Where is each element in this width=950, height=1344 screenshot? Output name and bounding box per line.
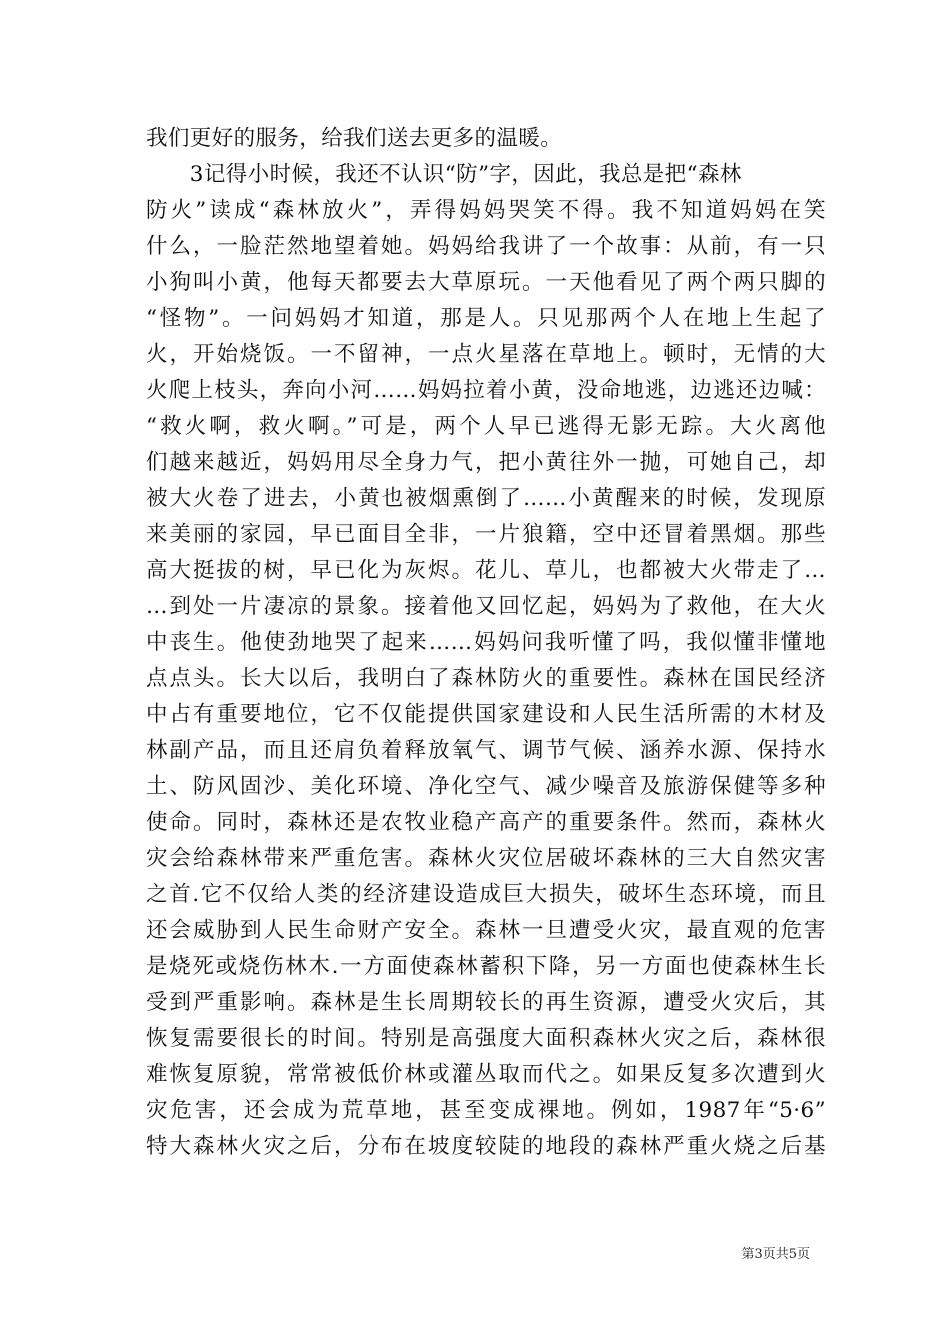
text-line: 中丧生。他使劲地哭了起来……妈妈问我听懂了吗，我似懂非懂地 — [146, 630, 826, 655]
text-line: 点点头。长大以后，我明白了森林防火的重要性。森林在国民经济 — [146, 666, 826, 691]
text-line: 被大火卷了进去，小黄也被烟熏倒了……小黄醒来的时候，发现原 — [146, 486, 826, 511]
text-line: 是烧死或烧伤林木.一方面使森林蓄积下降，另一方面也使森林生长 — [146, 954, 826, 979]
text-line: 土、防风固沙、美化环境、净化空气、减少噪音及旅游保健等多种 — [146, 774, 826, 799]
text-line: 高大挺拔的树，早已化为灰烬。花儿、草儿，也都被大火带走了… — [146, 558, 826, 583]
text-line: 来美丽的家园，早已面目全非，一片狼籍，空中还冒着黑烟。那些 — [146, 522, 826, 547]
text-line: 我们更好的服务，给我们送去更多的温暖。 — [146, 126, 563, 151]
text-line: 火爬上枝头，奔向小河……妈妈拉着小黄，没命地逃，边逃还边喊： — [146, 378, 826, 403]
text-line: 3记得小时候，我还不认识“防”字，因此，我总是把“森林 — [146, 162, 742, 187]
text-line: 难恢复原貌，常常被低价林或灌丛取而代之。如果反复多次遭到火 — [146, 1062, 826, 1087]
text-line: 特大森林火灾之后，分布在坡度较陡的地段的森林严重火烧之后基 — [146, 1134, 826, 1159]
text-line: 中占有重要地位，它不仅能提供国家建设和人民生活所需的木材及 — [146, 702, 826, 727]
text-line: 还会威胁到人民生命财产安全。森林一旦遭受火灾，最直观的危害 — [146, 918, 826, 943]
text-line: 火，开始烧饭。一不留神，一点火星落在草地上。顿时，无情的大 — [146, 342, 826, 367]
page-number: 第3页共5页 — [741, 1247, 810, 1262]
text-line: 之首.它不仅给人类的经济建设造成巨大损失，破坏生态环境，而且 — [146, 882, 826, 907]
text-line: …到处一片凄凉的景象。接着他又回忆起，妈妈为了救他，在大火 — [146, 594, 826, 619]
body-text — [146, 121, 826, 1165]
text-line: “救火啊，救火啊。”可是，两个人早已逃得无影无踪。大火离他 — [146, 414, 826, 439]
text-line: “怪物”。一问妈妈才知道，那是人。只见那两个人在地上生起了 — [146, 306, 826, 331]
text-line: 恢复需要很长的时间。特别是高强度大面积森林火灾之后，森林很 — [146, 1026, 826, 1051]
text-line: 灾危害，还会成为荒草地，甚至变成裸地。例如，1987年“5·6” — [146, 1098, 826, 1123]
text-line: 什么，一脸茫然地望着她。妈妈给我讲了一个故事：从前，有一只 — [146, 234, 826, 259]
text-line: 小狗叫小黄，他每天都要去大草原玩。一天他看见了两个两只脚的 — [146, 270, 826, 295]
text-line: 受到严重影响。森林是生长周期较长的再生资源，遭受火灾后，其 — [146, 990, 826, 1015]
text-line: 防火”读成“森林放火”，弄得妈妈哭笑不得。我不知道妈妈在笑 — [146, 198, 826, 223]
text-line: 林副产品，而且还肩负着释放氧气、调节气候、涵养水源、保持水 — [146, 738, 826, 763]
text-line: 灾会给森林带来严重危害。森林火灾位居破坏森林的三大自然灾害 — [146, 846, 826, 871]
text-line: 使命。同时，森林还是农牧业稳产高产的重要条件。然而，森林火 — [146, 810, 826, 835]
text-line: 们越来越近，妈妈用尽全身力气，把小黄往外一抛，可她自己，却 — [146, 450, 826, 475]
